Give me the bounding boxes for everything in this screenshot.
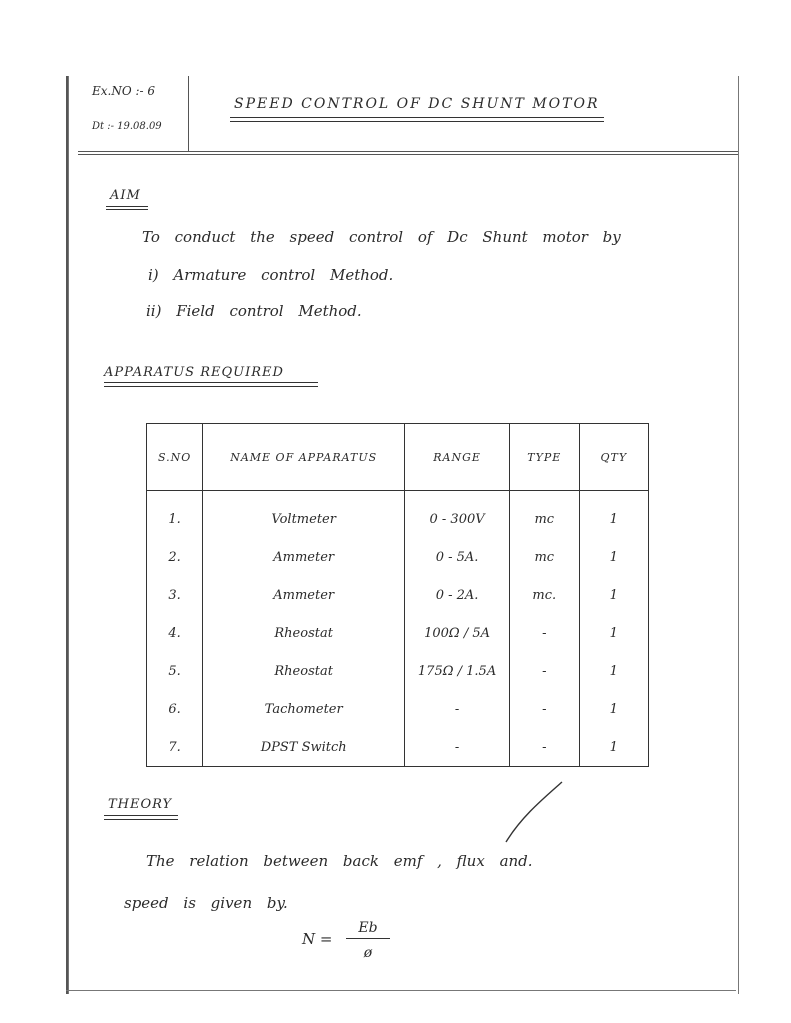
col-header-sno: S.NO (147, 424, 203, 491)
cell-sno: 4. (147, 614, 203, 652)
cell-type: mc (509, 538, 579, 576)
page-title: SPEED CONTROL OF DC SHUNT MOTOR (234, 96, 600, 112)
cell-sno: 1. (147, 491, 203, 539)
col-header-name: NAME OF APPARATUS (203, 424, 405, 491)
title-underline (230, 121, 604, 122)
theory-heading: THEORY (108, 797, 173, 812)
cell-name: Ammeter (203, 538, 405, 576)
formula-numerator: Eb (346, 920, 390, 939)
theory-underline (104, 819, 178, 820)
table-row (147, 728, 649, 767)
cell-qty: 1 (579, 491, 648, 539)
cell-qty: 1 (579, 614, 648, 652)
aim-item-1: i) Armature control Method. (148, 266, 394, 284)
cell-type: mc (509, 491, 579, 539)
aim-intro: To conduct the speed control of Dc Shunt motor by (142, 228, 621, 246)
table-row (147, 690, 649, 728)
aim-item-2: ii) Field control Method. (146, 302, 362, 320)
cell-qty: 1 (579, 690, 648, 728)
aim-heading: AIM (110, 188, 141, 203)
cell-name: Voltmeter (203, 491, 405, 539)
cell-range: 175Ω / 1.5A (405, 652, 510, 690)
experiment-date: Dt :- 19.08.09 (92, 121, 162, 132)
cell-qty: 1 (579, 652, 648, 690)
margin-line (68, 76, 79, 994)
pen-stroke (504, 780, 564, 844)
col-header-range: RANGE (405, 424, 510, 491)
col-header-qty: QTY (579, 424, 648, 491)
cell-range: 100Ω / 5A (405, 614, 510, 652)
table-row (147, 576, 649, 614)
theory-line-2: speed is given by. (124, 894, 288, 912)
cell-range: 0 - 5A. (405, 538, 510, 576)
aim-underline (106, 206, 148, 207)
cell-qty: 1 (579, 538, 648, 576)
cell-type: mc. (509, 576, 579, 614)
apparatus-underline (104, 382, 318, 383)
table-row (147, 652, 649, 690)
apparatus-underline (104, 386, 318, 387)
cell-type: - (509, 690, 579, 728)
formula-fraction (346, 920, 390, 961)
cell-name: Rheostat (203, 652, 405, 690)
formula-lhs: N = (302, 930, 333, 948)
cell-sno: 3. (147, 576, 203, 614)
title-underline (230, 117, 604, 118)
aim-underline (106, 209, 148, 210)
table-header-row (147, 424, 649, 491)
cell-name: Ammeter (203, 576, 405, 614)
apparatus-table (146, 423, 649, 767)
experiment-number: Ex.NO :- 6 (92, 84, 156, 98)
cell-range: 0 - 2A. (405, 576, 510, 614)
cell-type: - (509, 728, 579, 767)
table-row (147, 491, 649, 539)
formula-denominator: ø (363, 945, 373, 961)
cell-type: - (509, 652, 579, 690)
cell-range: - (405, 728, 510, 767)
table-row (147, 538, 649, 576)
cell-sno: 6. (147, 690, 203, 728)
cell-sno: 2. (147, 538, 203, 576)
cell-name: Tachometer (203, 690, 405, 728)
theory-underline (104, 815, 178, 816)
cell-range: - (405, 690, 510, 728)
cell-sno: 5. (147, 652, 203, 690)
cell-range: 0 - 300V (405, 491, 510, 539)
apparatus-heading: APPARATUS REQUIRED (104, 365, 284, 380)
theory-line-1: The relation between back emf , flux and. (146, 852, 533, 870)
cell-qty: 1 (579, 728, 648, 767)
cell-qty: 1 (579, 576, 648, 614)
header-divider (78, 154, 738, 155)
cell-type: - (509, 614, 579, 652)
col-header-type: TYPE (509, 424, 579, 491)
cell-name: Rheostat (203, 614, 405, 652)
page-bottom-border (66, 990, 736, 991)
cell-sno: 7. (147, 728, 203, 767)
table-row (147, 614, 649, 652)
cell-name: DPST Switch (203, 728, 405, 767)
